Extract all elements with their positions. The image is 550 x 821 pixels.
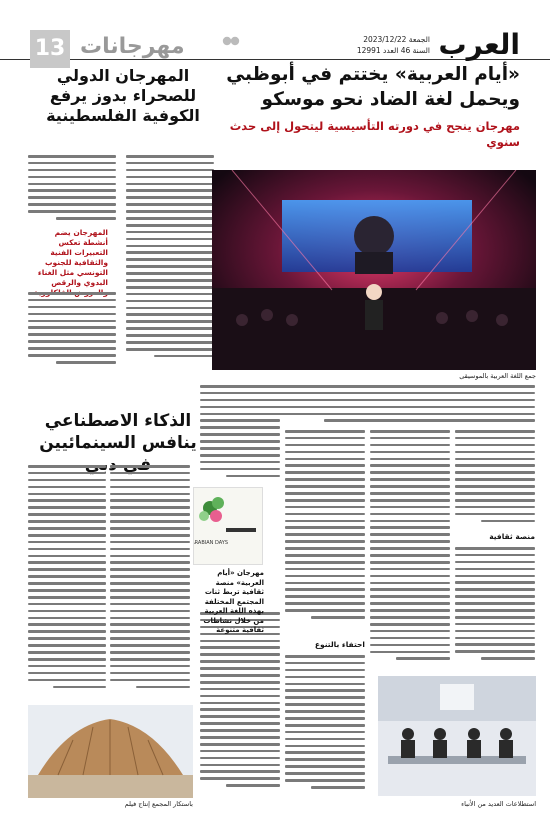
left-story-body-2 [126, 155, 214, 370]
building-photo [28, 705, 193, 798]
main-body-col-4b [200, 612, 280, 802]
main-body-col-1 [455, 430, 535, 530]
concert-scene [212, 170, 536, 370]
logo-text: ARABIAN DAYS [194, 540, 228, 546]
main-body-col-3 [285, 430, 365, 635]
issue-number: السنة 46 العدد 12991 [356, 46, 430, 55]
masthead-logo: العرب [438, 28, 520, 61]
mini-box-caption: مهرجان «أيام العربية» منصة ثقافية تربط ثنات المجتمع المختلفة بهذه اللغة العربية من خلال نشاطات ثقافية متنوعة [203, 569, 264, 634]
issue-date: الجمعة 2023/12/22 [363, 35, 430, 44]
panel-photo [378, 676, 536, 796]
sub-section-heading-2: احتفاء بالتنوع [314, 640, 365, 649]
page-header [0, 0, 550, 60]
ai-body-col-2 [28, 465, 106, 700]
left-story-body [28, 155, 116, 227]
issue-info [357, 34, 430, 56]
main-subhead: مهرجان ينجح في دورته التأسيسية ليتحول إلى حدث سنوي [229, 119, 520, 149]
quote-icon [222, 32, 240, 50]
left-story-body-3 [28, 292, 116, 372]
arabian-days-logo-box [193, 487, 263, 565]
panel-photo-caption: استطلاعات العديد من الأنباء [461, 800, 536, 808]
section-title: مهرجانات [80, 34, 185, 59]
concert-photo-caption: جمع اللغة العربية بالموسيقى [459, 372, 536, 380]
main-body-col-4 [200, 385, 280, 485]
arabian-days-logo [194, 488, 262, 564]
building-illustration [28, 705, 193, 798]
panel-discussion-scene [378, 676, 536, 796]
main-body-col-3b [285, 655, 365, 800]
building-photo-caption: باستكار المجمع إنتاج فيلم [124, 800, 193, 808]
page-number: 13 [30, 30, 70, 68]
concert-photo [212, 170, 536, 370]
left-story-headline: المهرجان الدولي للصحراء بدوز يرفع الكوفية الفلسطينية [46, 66, 200, 125]
sub-section-heading: منصة ثقافية [489, 532, 535, 541]
main-headline: «أيام العربية» يختتم في أبوظبي ويحمل لغة الضاد نحو موسكو [226, 64, 520, 110]
ai-body-col-1 [110, 465, 190, 700]
main-body-col-1b [455, 547, 535, 672]
ai-story-headline: الذكاء الاصطناعي ينافس السينمائيين [39, 411, 197, 453]
main-body-col-2 [370, 430, 450, 675]
left-story-subhead: المهرجان يضم أنشطة تعكس التعبيرات الفنية والثقافية للجنوب التونسي مثل الغناء البدوي والرقص [37, 228, 108, 287]
